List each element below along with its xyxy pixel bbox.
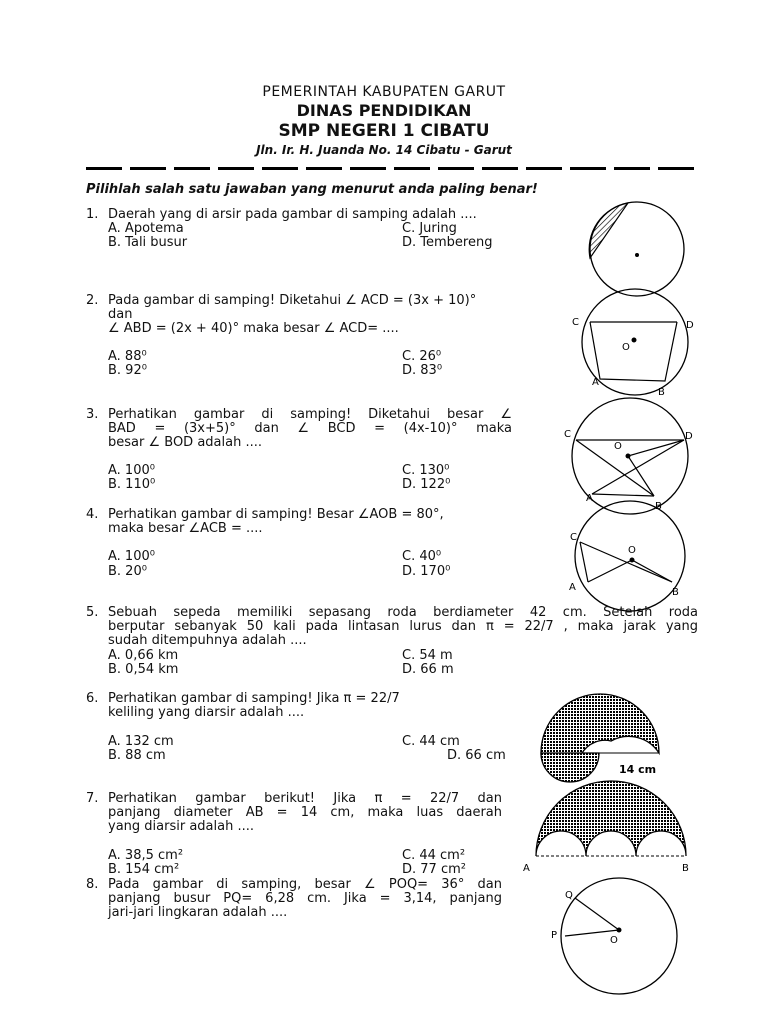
instruction-text: Pilihlah salah satu jawaban yang menurut anda paling benar! <box>86 182 538 197</box>
q7-stem-line1: Perhatikan gambar berikut! Jika π = 22/7 dan <box>108 791 502 806</box>
q8-stem-line2: panjang busur PQ= 6,28 cm. Jika = 3,14, panjang <box>108 891 502 906</box>
header-government: PEMERINTAH KABUPATEN GARUT <box>262 84 506 100</box>
header-school: SMP NEGERI 1 CIBATU <box>278 121 490 141</box>
q5-option-d[interactable]: D. 66 m <box>402 662 454 677</box>
q4-option-a[interactable]: A. 100⁰ <box>108 549 155 564</box>
q4-label-a: A <box>569 582 576 593</box>
q8-stem-line3: jari-jari lingkaran adalah .... <box>108 905 288 920</box>
q1-circle-figure <box>585 200 690 298</box>
q3-stem-line2: BAD = (3x+5)° dan ∠ BCD = (4x-10)° maka <box>108 421 512 436</box>
header-department: DINAS PENDIDIKAN <box>296 101 472 120</box>
q3-option-b[interactable]: B. 110⁰ <box>108 477 156 492</box>
q1-option-b[interactable]: B. Tali busur <box>108 235 188 250</box>
q3-option-d[interactable]: D. 122⁰ <box>402 477 451 492</box>
q3-number: 3. <box>86 407 99 422</box>
q1-option-c[interactable]: C. Juring <box>402 221 457 236</box>
q6-shaded-figure <box>535 693 700 788</box>
q4-label-c: C <box>570 532 577 543</box>
q3-option-c[interactable]: C. 130⁰ <box>402 463 450 478</box>
q7-stem-line2: panjang diameter AB = 14 cm, maka luas daerah <box>108 805 502 820</box>
q8-circle-figure <box>545 882 685 1002</box>
q7-label-b: B <box>682 863 689 874</box>
q2-label-b: B <box>658 387 665 398</box>
q2-label-c: C <box>572 317 579 328</box>
q6-label-14cm: 14 cm <box>619 763 657 776</box>
q1-option-d[interactable]: D. Tembereng <box>402 235 493 250</box>
q4-stem-line1: Perhatikan gambar di samping! Besar ∠AOB = 80°, <box>108 507 444 522</box>
q7-option-c[interactable]: C. 44 cm² <box>402 848 466 863</box>
q7-number: 7. <box>86 791 99 806</box>
q7-shaded-figure <box>520 790 700 876</box>
q8-label-p: P <box>551 930 558 941</box>
q4-option-c[interactable]: C. 40⁰ <box>402 549 442 564</box>
q6-stem-line1: Perhatikan gambar di samping! Jika π = 22/7 <box>108 691 400 706</box>
q3-label-o: O <box>614 441 622 452</box>
q7-option-d[interactable]: D. 77 cm² <box>402 862 466 877</box>
q4-stem-line2: maka besar ∠ACB = .... <box>108 521 263 536</box>
q3-option-a[interactable]: A. 100⁰ <box>108 463 155 478</box>
q2-label-o: O <box>622 342 630 353</box>
q6-number: 6. <box>86 691 99 706</box>
q8-number: 8. <box>86 877 99 892</box>
q5-option-b[interactable]: B. 0,54 km <box>108 662 179 677</box>
header-divider <box>86 167 698 170</box>
q2-option-c[interactable]: C. 26⁰ <box>402 349 442 364</box>
q2-label-a: A <box>592 377 599 388</box>
q2-number: 2. <box>86 293 99 308</box>
q8-label-q: Q <box>565 890 573 901</box>
q2-stem-line2: dan <box>108 307 133 322</box>
q5-option-a[interactable]: A. 0,66 km <box>108 648 179 663</box>
q1-number: 1. <box>86 207 99 222</box>
q7-option-a[interactable]: A. 38,5 cm² <box>108 848 184 863</box>
q2-stem-line3: ∠ ABD = (2x + 40)° maka besar ∠ ACD= .... <box>108 321 399 336</box>
q3-label-d: D <box>685 431 693 442</box>
q1-stem: Daerah yang di arsir pada gambar di samping adalah .... <box>108 207 477 222</box>
q5-number: 5. <box>86 605 99 620</box>
q3-label-c: C <box>564 429 571 440</box>
q8-stem-line1: Pada gambar di samping, besar ∠ POQ= 36° dan <box>108 877 502 892</box>
q5-stem-line2: berputar sebanyak 50 kali pada lintasan lurus dan π = 22/7 , maka jarak yang <box>108 619 698 634</box>
q4-circle-figure <box>562 512 692 606</box>
q8-label-o: O <box>610 935 618 946</box>
header-address: Jln. Ir. H. Juanda No. 14 Cibatu - Garut <box>256 143 512 157</box>
q3-stem-line3: besar ∠ BOD adalah .... <box>108 435 262 450</box>
q6-stem-line2: keliling yang diarsir adalah .... <box>108 705 305 720</box>
q6-option-c[interactable]: C. 44 cm <box>402 734 460 749</box>
q3-label-b: B <box>655 501 662 512</box>
q2-option-b[interactable]: B. 92⁰ <box>108 363 147 378</box>
q2-option-d[interactable]: D. 83⁰ <box>402 363 443 378</box>
q6-option-b[interactable]: B. 88 cm <box>108 748 166 763</box>
q4-option-d[interactable]: D. 170⁰ <box>402 564 451 579</box>
q2-stem-line1: Pada gambar di samping! Diketahui ∠ ACD = (3x + 10)° <box>108 293 477 308</box>
q5-stem-line3: sudah ditempuhnya adalah .... <box>108 633 307 648</box>
q6-option-a[interactable]: A. 132 cm <box>108 734 174 749</box>
q3-stem-line1: Perhatikan gambar di samping! Diketahui besar ∠ <box>108 407 512 422</box>
q4-option-b[interactable]: B. 20⁰ <box>108 564 147 579</box>
q3-label-a: A <box>586 493 593 504</box>
q5-stem-line1: Sebuah sepeda memiliki sepasang roda berdiameter 42 cm. Setelah roda <box>108 605 698 620</box>
q3-circle-figure <box>560 410 700 515</box>
q2-circle-figure <box>565 298 700 403</box>
q7-stem-line3: yang diarsir adalah .... <box>108 819 254 834</box>
q2-option-a[interactable]: A. 88⁰ <box>108 349 147 364</box>
q4-label-b: B <box>672 587 679 598</box>
q1-option-a[interactable]: A. Apotema <box>108 221 184 236</box>
q2-label-d: D <box>686 320 694 331</box>
q7-option-b[interactable]: B. 154 cm² <box>108 862 180 877</box>
q6-option-d[interactable]: D. 66 cm <box>447 748 506 763</box>
q5-option-c[interactable]: C. 54 m <box>402 648 453 663</box>
q4-label-o: O <box>628 545 636 556</box>
q7-label-a: A <box>523 863 530 874</box>
q4-number: 4. <box>86 507 99 522</box>
